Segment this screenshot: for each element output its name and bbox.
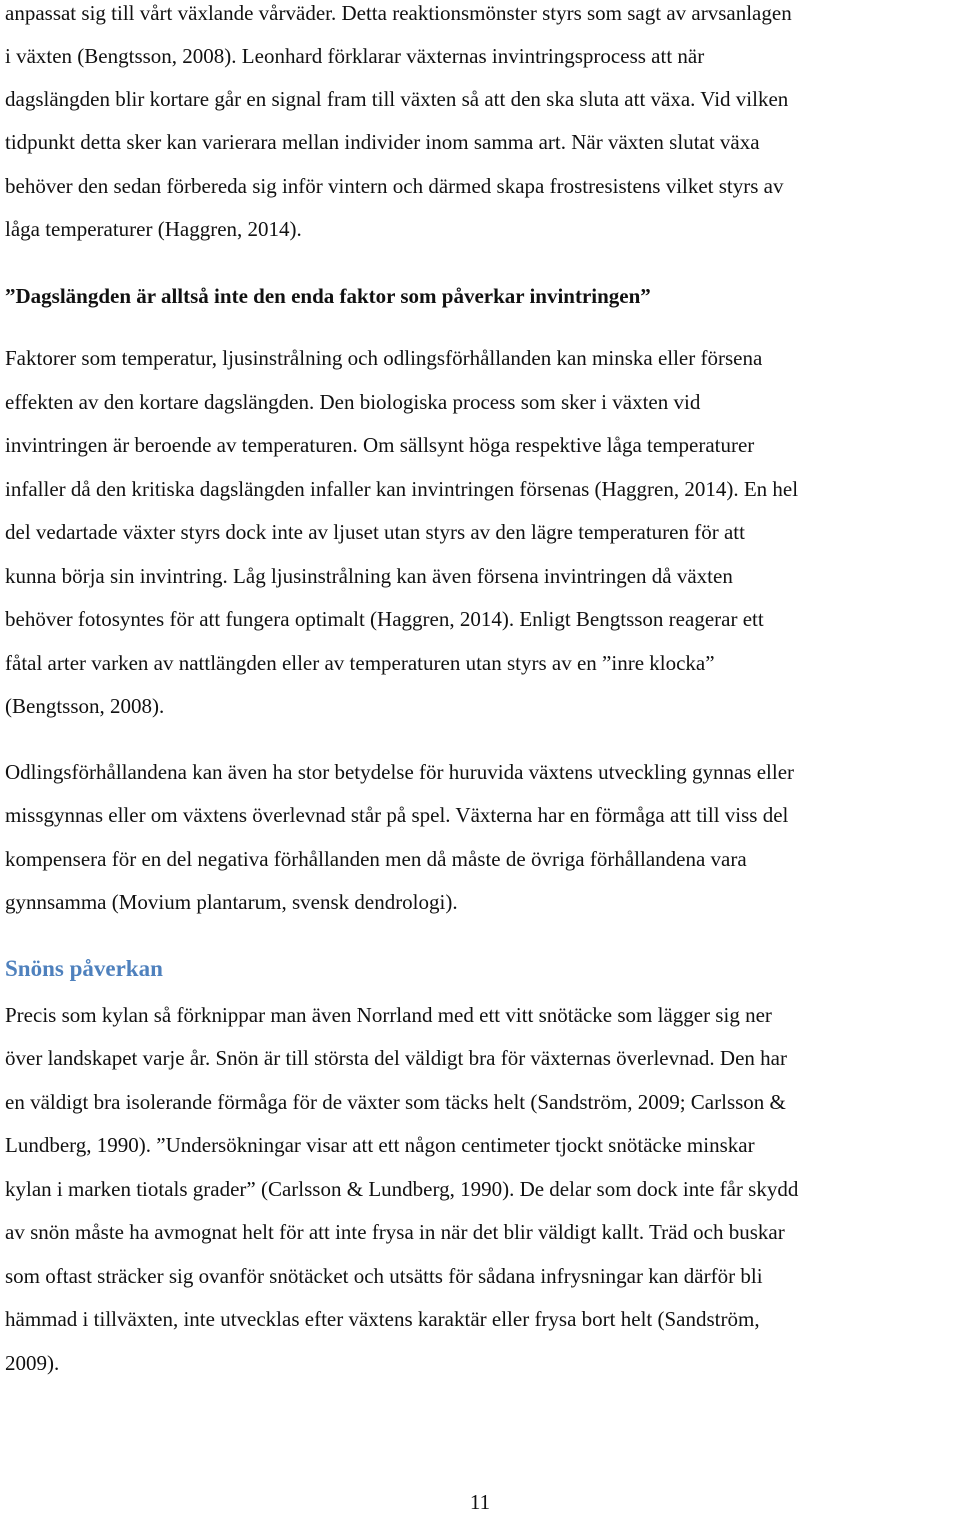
text-line: effekten av den kortare dagslängden. Den biologiska process som sker i växten vid	[5, 390, 701, 414]
text-line: Odlingsförhållandena kan även ha stor betydelse för huruvida växtens utveckling gynnas eller	[5, 760, 795, 784]
text-line: behöver den sedan förbereda sig inför vintern och därmed skapa frostresistens vilket styrs av	[5, 174, 784, 198]
text-line: behöver fotosyntes för att fungera optimalt (Haggren, 2014). Enligt Bengtsson reagerar ett	[5, 607, 764, 631]
text-line: fåtal arter varken av nattlängden eller av temperaturen utan styrs av en ”inre klocka”	[5, 651, 715, 675]
section-heading: Snöns påverkan	[5, 956, 163, 981]
text-line: av snön måste ha avmognat helt för att inte frysa in när det blir väldigt kallt. Träd och buskar	[5, 1220, 785, 1244]
text-line: Lundberg, 1990). ”Undersökningar visar att ett någon centimeter tjockt snötäcke minskar	[5, 1133, 755, 1157]
text-line: kylan i marken tiotals grader” (Carlsson & Lundberg, 1990). De delar som dock inte får skydd	[5, 1177, 799, 1201]
text-line: Precis som kylan så förknippar man även Norrland med ett vitt snötäcke som lägger sig ner	[5, 1003, 772, 1027]
text-line: låga temperaturer (Haggren, 2014).	[5, 217, 302, 241]
text-line: del vedartade växter styrs dock inte av ljuset utan styrs av den lägre temperaturen för att	[5, 520, 745, 544]
text-line: över landskapet varje år. Snön är till största del väldigt bra för växternas överlevnad. Den har	[5, 1046, 787, 1070]
text-line: hämmad i tillväxten, inte utvecklas efter växtens karaktär eller frysa bort helt (Sandström,	[5, 1307, 760, 1331]
text-line: dagslängden blir kortare går en signal fram till växten så att den ska sluta att växa. Vid vilken	[5, 87, 789, 111]
text-line: invintringen är beroende av temperaturen. Om sällsynt höga respektive låga temperaturer	[5, 433, 755, 457]
text-line: (Bengtsson, 2008).	[5, 694, 165, 718]
text-line: Faktorer som temperatur, ljusinstrålning och odlingsförhållanden kan minska eller försena	[5, 346, 763, 370]
text-line: en väldigt bra isolerande förmåga för de växter som täcks helt (Sandström, 2009; Carlsson &	[5, 1090, 786, 1114]
text-line: kompensera för en del negativa förhållanden men då måste de övriga förhållandena vara	[5, 847, 747, 871]
page-number: 11	[469, 1490, 491, 1514]
text-line: gynnsamma (Movium plantarum, svensk dendrologi).	[5, 890, 458, 914]
text-line: 2009).	[5, 1351, 60, 1375]
quote-heading: ”Dagslängden är alltså inte den enda faktor som påverkar invintringen”	[5, 284, 651, 308]
text-line: infaller då den kritiska dagslängden infaller kan invintringen försenas (Haggren, 2014). En hel	[5, 477, 799, 501]
text-line: tidpunkt detta sker kan varierara mellan individer inom samma art. När växten slutat växa	[5, 130, 760, 154]
text-line: i växten (Bengtsson, 2008). Leonhard förklarar växternas invintringsprocess att när	[5, 44, 705, 68]
text-line: missgynnas eller om växtens överlevnad står på spel. Växterna har en förmåga att till viss del	[5, 803, 789, 827]
text-line: anpassat sig till vårt växlande vårväder. Detta reaktionsmönster styrs som sagt av arvsanlagen	[5, 1, 792, 25]
text-line: som oftast sträcker sig ovanför snötäcket och utsätts för sådana infrysningar kan därför bli	[5, 1264, 763, 1288]
text-line: kunna börja sin invintring. Låg ljusinstrålning kan även försena invintringen då växten	[5, 564, 733, 588]
